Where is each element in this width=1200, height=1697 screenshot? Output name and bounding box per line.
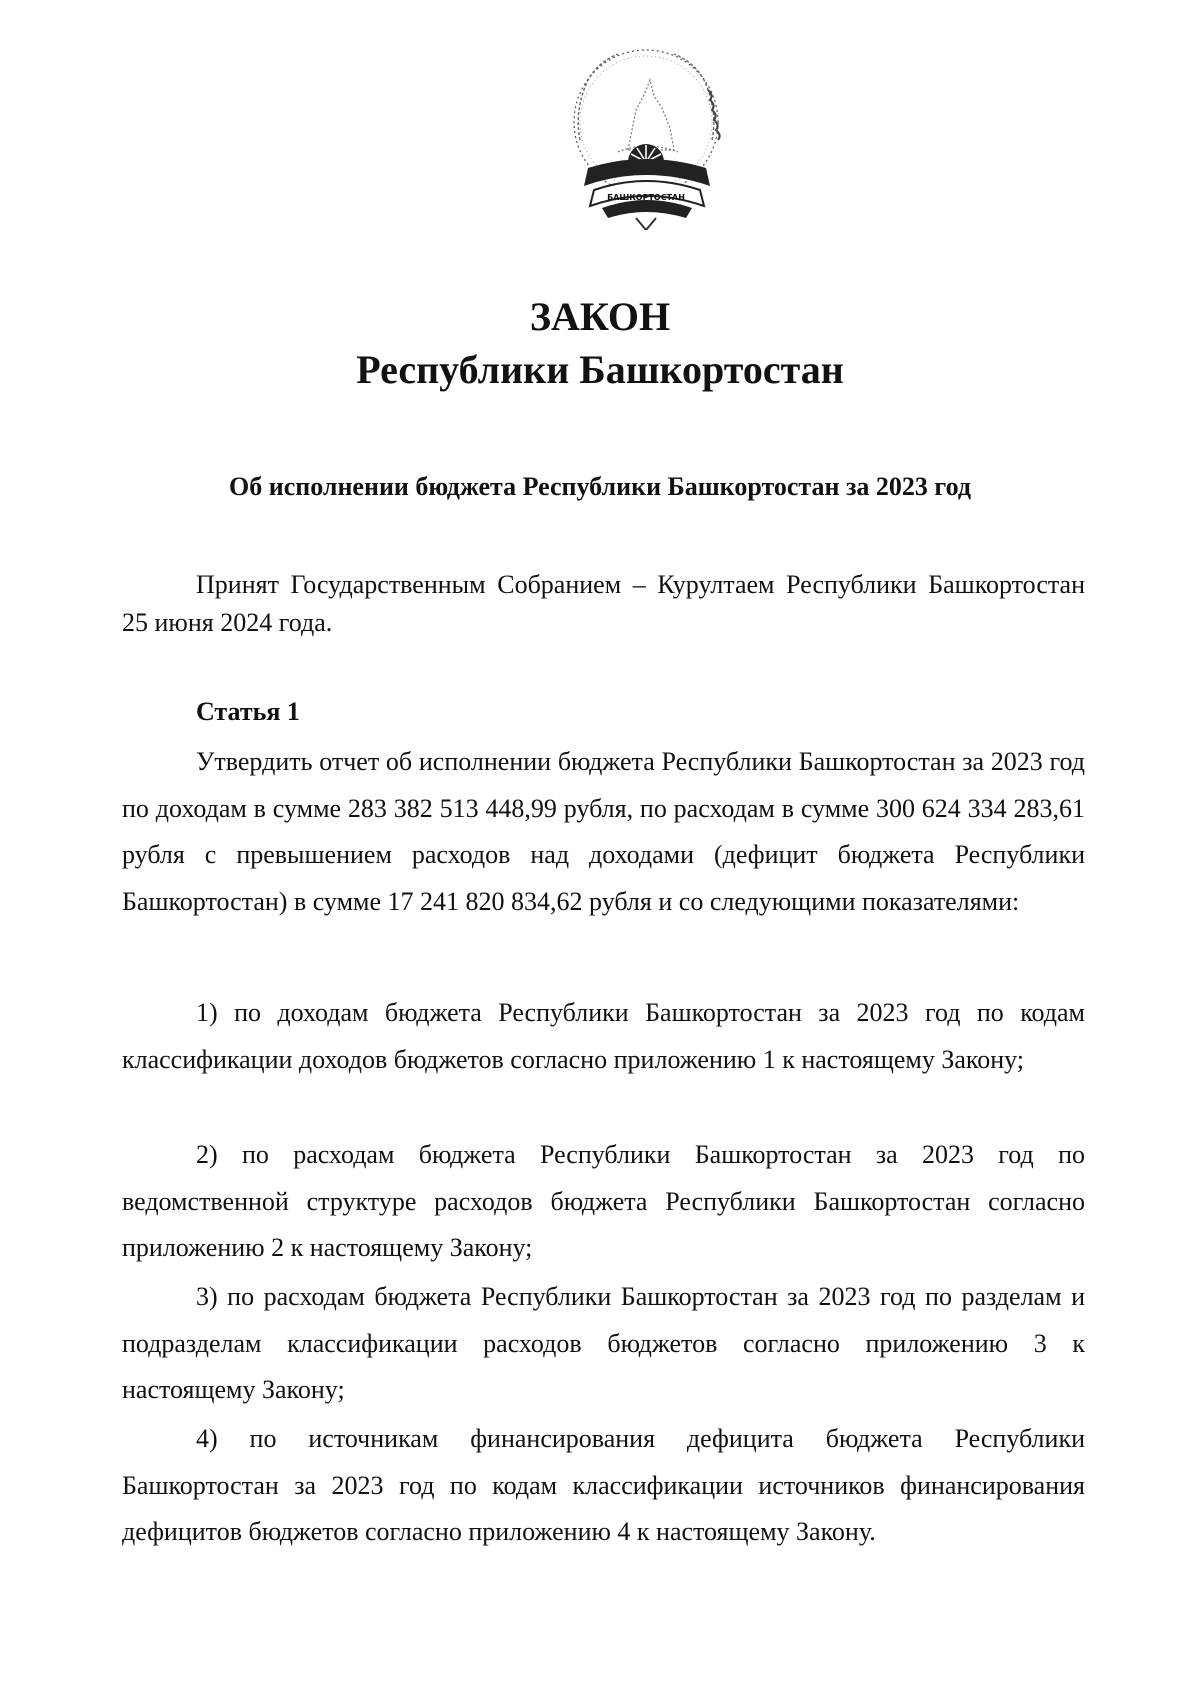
document-title: ЗАКОН: [529, 294, 671, 339]
article-intro: Утвердить отчет об исполнении бюджета Республики Башкортостан за 2023 год по доходам в сумме 283 382 513 448,99 рубля, по расходам в сумме 300 624 334 283,61 рубля с превышением расходов над доходами (дефицит бюджета Республики Башкортостан) в сумме 17 241 820 834,62 рубля и со следующими показателями:: [122, 747, 1085, 916]
document-subtitle: Республики Башкортостан: [356, 347, 844, 392]
article-title: Статья 1: [196, 697, 300, 726]
list-item: 2) по расходам бюджета Республики Башкортостан за 2023 год по ведомственной структуре расходов бюджета Республики Башкортостан согласно приложению 2 к настоящему Закону;: [122, 1140, 1085, 1262]
coat-of-arms-icon: [558, 40, 738, 230]
emblem-ribbon-text: БАШКОРТОСТАН: [607, 193, 685, 202]
list-item: 3) по расходам бюджета Республики Башкортостан за 2023 год по разделам и подразделам классификации расходов бюджетов согласно приложению 3 к настоящему Закону;: [122, 1282, 1085, 1404]
list-item: 1) по доходам бюджета Республики Башкортостан за 2023 год по кодам классификации доходов бюджетов согласно приложению 1 к настоящему Закону;: [122, 998, 1085, 1074]
adoption-statement: Принят Государственным Собранием – Курултаем Республики Башкортостан 25 июня 2024 года.: [122, 570, 1085, 637]
law-subject: Об исполнении бюджета Республики Башкортостан за 2023 год: [228, 472, 971, 501]
list-item: 4) по источникам финансирования дефицита бюджета Республики Башкортостан за 2023 год по кодам классификации источников финансирования дефицитов бюджетов согласно приложению 4 к настоящему Закону.: [122, 1424, 1085, 1546]
